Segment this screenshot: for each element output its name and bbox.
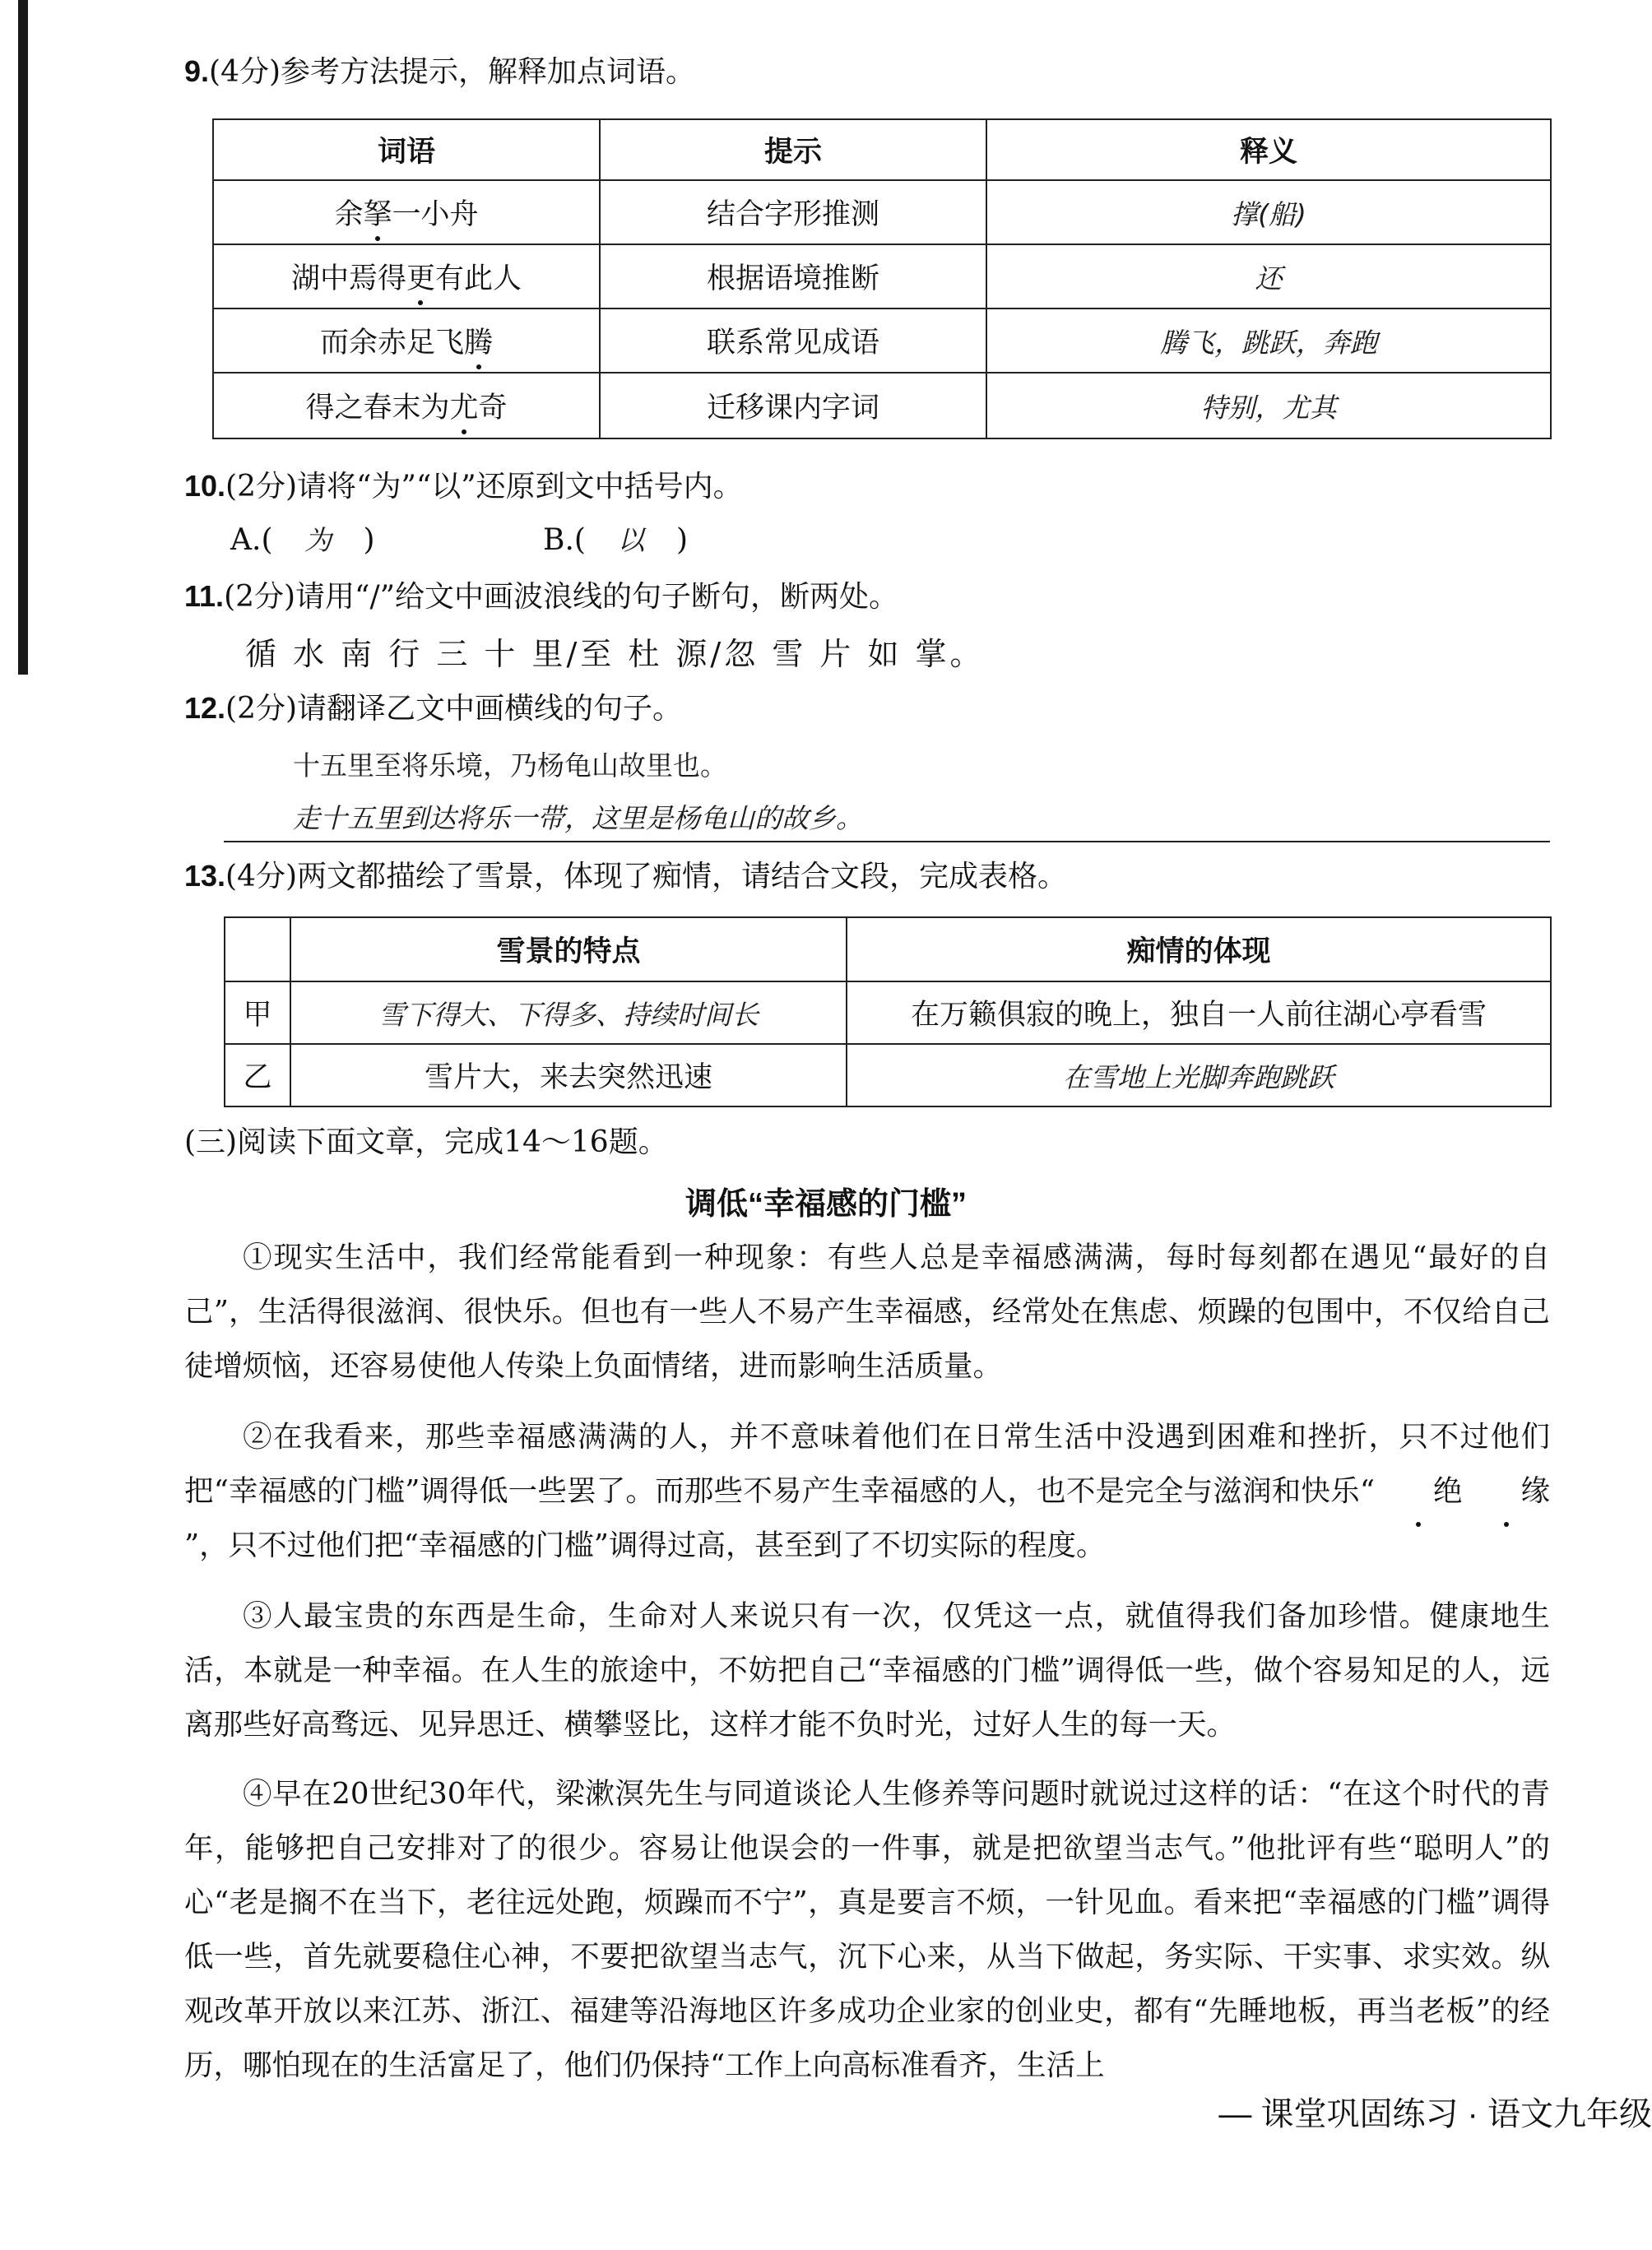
question-10-text: (2分)请将“为”“以”还原到文中括号内。 — [225, 470, 743, 503]
question-9 — [184, 51, 695, 93]
q13-table-header — [225, 917, 1551, 981]
binding-line — [18, 0, 28, 675]
handwritten-answer: 以 — [617, 524, 645, 556]
table-row — [225, 981, 1551, 1044]
handwritten-answer: 特别，尤其 — [1200, 391, 1337, 424]
article-title: 调低“幸福感的门槛” — [684, 1187, 967, 1222]
section-heading: (三)阅读下面文章，完成14～16题。 — [184, 1125, 668, 1159]
q10-option-b: B.( 以 ) — [543, 520, 688, 561]
paragraph-3: ③人最宝贵的东西是生命，生命对人来说只有一次，仅凭这一点，就值得我们备加珍惜。健康地生活，本就是一种幸福。在人生的旅途中，不妨把自己“幸福感的门槛”调得低一些，做个容易知足的人，远离那些好高骛远、见异思迁、横攀竖比，这样才能不负时光，过好人生的每一天。 — [184, 1599, 1550, 1742]
table-row — [213, 373, 1551, 438]
q10-option-a: A.( 为 ) — [230, 520, 375, 561]
q9-answer-cell — [986, 309, 1551, 373]
question-9-text: (4分)参考方法提示，解释加点词语。 — [209, 55, 696, 89]
q12-sentence: 十五里至将乐境，乃杨龟山故里也。 — [293, 749, 727, 782]
question-9-number: 9. — [184, 54, 210, 88]
q9-header-word: 词语 — [213, 119, 600, 180]
q12-answer: 走十五里到达将乐一带，这里是杨龟山的故乡。 — [293, 802, 863, 834]
handwritten-answer: 在雪地上光脚奔跑跳跃 — [1063, 1060, 1334, 1093]
handwritten-answer: 为 — [304, 524, 332, 556]
question-10-number: 10. — [184, 469, 226, 503]
q9-header-meaning: 释义 — [986, 119, 1551, 180]
paragraph-1: ①现实生活中，我们经常能看到一种现象：有些人总是幸福感满满，每时每刻都在遇见“最好的自己”，生活得很滋润、很快乐。但也有一些人不易产生幸福感，经常处在焦虑、烦躁的包围中，不仅给自己徒增烦恼，还容易使他人传染上负面情绪，进而影响生活质量。 — [184, 1241, 1550, 1383]
paragraph-2: ②在我看来，那些幸福感满满的人，并不意味着他们在日常生活中没遇到困难和挫折，只不过他们把“幸福感的门槛”调得低一些罢了。而那些不易产生幸福感的人，也不是完全与滋润和快乐“ 绝 缘”，只不过他们把“幸福感的门槛”调得过高，甚至到了不切实际的程度。 — [184, 1420, 1550, 1562]
question-11-text: (2分)请用“/”给文中画波浪线的句子断句，断两处。 — [224, 580, 898, 614]
page-footer: — 课堂巩固练习 · 语文九年级 — [1218, 2096, 1652, 2132]
answer-line — [224, 841, 1550, 842]
question-13 — [184, 856, 1067, 898]
q9-answer-cell — [986, 244, 1551, 309]
q9-word-cell: 得之春末为尤奇 — [213, 373, 600, 438]
q13-expression-cell: 在万籁俱寂的晚上，独自一人前往湖心亭看雪 — [847, 981, 1551, 1044]
table-row — [213, 309, 1551, 373]
dotted-char: 绝 — [1375, 1464, 1463, 1519]
q13-feature-cell: 雪片大，来去突然迅速 — [290, 1044, 847, 1106]
q13-header-feature: 雪景的特点 — [290, 917, 847, 981]
q9-hint-cell: 根据语境推断 — [600, 244, 986, 309]
q13-table — [224, 916, 1552, 1107]
handwritten-answer: 撑(船) — [1231, 197, 1306, 230]
question-13-number: 13. — [184, 859, 226, 893]
q9-table — [212, 118, 1552, 439]
handwritten-answer: 腾飞，跳跃，奔跑 — [1160, 326, 1377, 359]
q9-table-header — [213, 119, 1551, 180]
q9-answer-cell — [986, 373, 1551, 438]
paragraph-4: ④早在20世纪30年代，梁漱溟先生与同道谈论人生修养等问题时就说过这样的话：“在这个时代的青年，能够把自己安排对了的很少。容易让他误会的一件事，就是把欲望当志气。”他批评有些“聪明人”的心“老是搁不在当下，老往远处跑，烦躁而不宁”，真是要言不烦，一针见血。看来把“幸福感的门槛”调得低一些，首先就要稳住心神，不要把欲望当志气，沉下心来，从当下做起，务实际、干实事、求实效。纵观改革开放以来江苏、浙江、福建等沿海地区许多成功企业家的创业史，都有“先睡地板，再当老板”的经历，哪怕现在的生活富足了，他们仍保持“工作上向高标准看齐，生活上 — [184, 1777, 1550, 2082]
q13-feature-cell — [290, 981, 847, 1044]
handwritten-answer: 还 — [1255, 262, 1283, 295]
dotted-char: 尤 — [449, 385, 478, 426]
q9-header-hint: 提示 — [600, 119, 986, 180]
q11-sentence: 循 水 南 行 三 十 里/至 杜 源/忽 雪 片 如 掌。 — [245, 636, 985, 672]
dotted-char: 更 — [406, 256, 435, 297]
q9-word-cell: 湖中焉得更有此人 — [213, 244, 600, 309]
q9-word-cell: 余拏一小舟 — [213, 180, 600, 244]
dotted-char: 拏 — [363, 192, 392, 233]
q13-row-label: 甲 — [225, 981, 290, 1044]
q9-hint-cell: 结合字形推测 — [600, 180, 986, 244]
question-12-number: 12. — [184, 691, 226, 725]
q9-hint-cell: 迁移课内字词 — [600, 373, 986, 438]
q9-answer-cell — [986, 180, 1551, 244]
question-11-number: 11. — [184, 579, 225, 613]
q9-hint-cell: 联系常见成语 — [600, 309, 986, 373]
question-13-text: (4分)两文都描绘了雪景，体现了痴情，请结合文段，完成表格。 — [225, 860, 1068, 893]
q9-word-cell: 而余赤足飞腾 — [213, 309, 600, 373]
q13-expression-cell — [847, 1044, 1551, 1106]
q13-header-blank — [225, 917, 290, 981]
question-11 — [184, 576, 898, 618]
dotted-char: 腾 — [464, 320, 493, 361]
dotted-char: 缘 — [1462, 1464, 1550, 1519]
question-12 — [184, 688, 682, 730]
table-row — [225, 1044, 1551, 1106]
handwritten-answer: 雪下得大、下得多、持续时间长 — [378, 998, 759, 1031]
question-10 — [184, 466, 743, 508]
q13-row-label: 乙 — [225, 1044, 290, 1106]
table-row — [213, 180, 1551, 244]
q13-header-expression: 痴情的体现 — [847, 917, 1551, 981]
table-row — [213, 244, 1551, 309]
question-12-text: (2分)请翻译乙文中画横线的句子。 — [225, 692, 683, 726]
